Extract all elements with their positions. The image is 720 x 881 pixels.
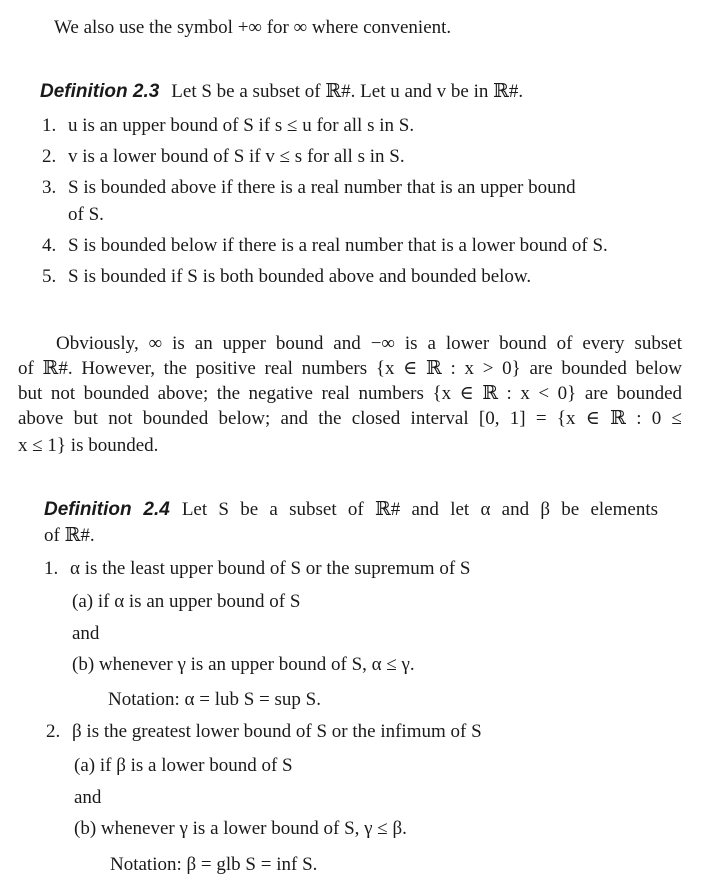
list-number: 2. — [46, 721, 61, 742]
list-text: α is the least upper bound of S or the supremum of S — [70, 558, 471, 579]
list-text: S is bounded above if there is a real number that is an upper bound — [68, 177, 576, 198]
list-item — [46, 720, 482, 744]
definition-label: Definition 2.3 — [40, 81, 160, 102]
definition-2-4 — [44, 498, 658, 522]
list-number: 3. — [42, 177, 57, 198]
paragraph-line: Obviously, ∞ is an upper bound and −∞ is a lower bound of every subset — [56, 333, 682, 354]
definition-text: Let S be a subset of ℝ# and let α and β be elements — [181, 499, 659, 520]
definition-2-3 — [40, 80, 523, 104]
sub-item: (a) if β is a lower bound of S — [74, 755, 293, 776]
definition-text: Let S be a subset of ℝ#. Let u and v be in ℝ#. — [171, 81, 524, 102]
list-text: β is the greatest lower bound of S or the infimum of S — [72, 721, 482, 742]
list-item — [42, 176, 576, 200]
sub-item: (a) if α is an upper bound of S — [72, 591, 301, 612]
paragraph-line: of ℝ#. However, the positive real numbers {x ∈ ℝ : x > 0} are bounded below — [18, 358, 682, 379]
list-number: 1. — [42, 115, 57, 136]
connector-text: and — [74, 787, 102, 808]
connector-text: and — [72, 623, 100, 644]
list-text: u is an upper bound of S if s ≤ u for all s in S. — [68, 115, 415, 136]
list-number: 5. — [42, 266, 57, 287]
list-item — [42, 145, 405, 169]
list-item — [42, 114, 414, 138]
list-number: 2. — [42, 146, 57, 167]
list-number: 1. — [44, 558, 59, 579]
list-text: S is bounded if S is both bounded above and bounded below. — [68, 266, 532, 287]
sub-item: (b) whenever γ is an upper bound of S, α ≤ γ. — [72, 654, 415, 675]
definition-label: Definition 2.4 — [44, 499, 170, 520]
list-text: S is bounded below if there is a real number that is a lower bound of S. — [68, 235, 608, 256]
list-item — [44, 557, 470, 581]
paragraph-line: x ≤ 1} is bounded. — [18, 435, 159, 456]
paragraph-line: above but not bounded below; and the closed interval [0, 1] = {x ∈ ℝ : 0 ≤ — [18, 408, 682, 429]
list-item — [42, 234, 608, 258]
paragraph-line: but not bounded above; the negative real numbers {x ∈ ℝ : x < 0} are bounded — [18, 383, 682, 404]
notation-line: Notation: β = glb S = inf S. — [110, 854, 318, 875]
sub-item: (b) whenever γ is a lower bound of S, γ ≤ β. — [74, 818, 407, 839]
list-item — [42, 265, 531, 289]
list-number: 4. — [42, 235, 57, 256]
list-text: v is a lower bound of S if v ≤ s for all s in S. — [68, 146, 405, 167]
list-item-continuation: of S. — [68, 204, 104, 225]
intro-line: We also use the symbol +∞ for ∞ where convenient. — [54, 17, 452, 38]
definition-continuation: of ℝ#. — [44, 525, 95, 546]
notation-line: Notation: α = lub S = sup S. — [108, 689, 321, 710]
